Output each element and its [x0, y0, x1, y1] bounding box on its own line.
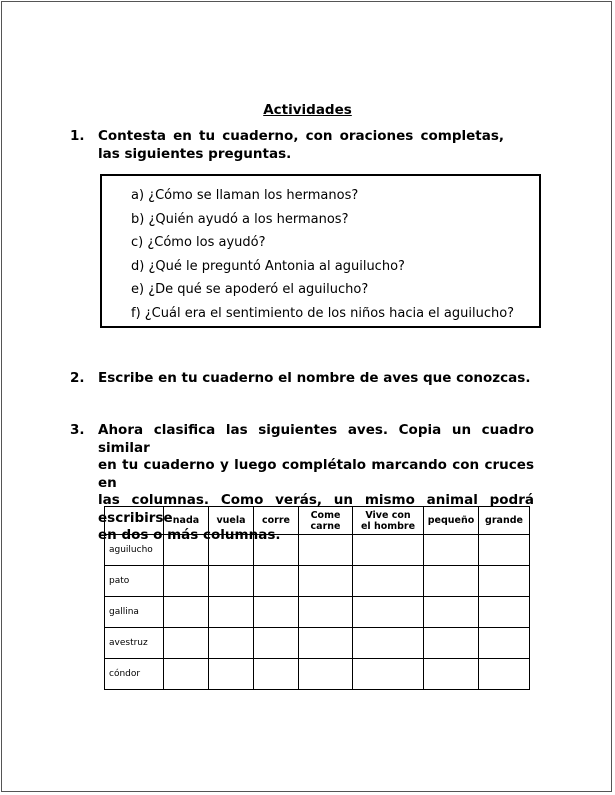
subquestion-c: c) ¿Cómo los ayudó?: [131, 235, 266, 250]
column-header: Come carne: [299, 507, 353, 535]
table-cell: [164, 628, 209, 659]
table-cell: [479, 628, 530, 659]
question-1-line-2: las siguientes preguntas.: [98, 145, 292, 162]
table-cell: [353, 659, 424, 690]
table-cell: [424, 535, 479, 566]
table-cell: [209, 628, 254, 659]
subquestion-b: b) ¿Quién ayudó a los hermanos?: [131, 211, 349, 227]
table-cell: [254, 628, 299, 659]
table-row: [105, 597, 530, 628]
question-3-number: 3.: [70, 422, 85, 438]
table-row: [105, 535, 530, 566]
row-label: gallina: [105, 597, 164, 628]
table-cell: [209, 659, 254, 690]
column-header: corre: [254, 507, 299, 535]
question-1-text: [98, 128, 504, 163]
column-header: vuela: [209, 507, 254, 535]
table-header-row: [105, 507, 530, 535]
table-cell: [299, 597, 353, 628]
subquestion-f: f) ¿Cuál era el sentimiento de los niños hacia el aguilucho?: [131, 305, 515, 321]
row-label: aguilucho: [105, 535, 164, 566]
question-2-line-1: Escribe en tu cuaderno el nombre de aves que conozcas.: [98, 370, 531, 386]
table-cell: [479, 659, 530, 690]
table-cell: [254, 535, 299, 566]
table-cell: [353, 628, 424, 659]
question-3-line-3: las columnas. Como verás, un mismo animal podrá escribirse: [98, 492, 534, 526]
table-cell: [424, 597, 479, 628]
subquestion-e: e) ¿De qué se apoderó el aguilucho?: [131, 282, 369, 297]
table-cell: [353, 566, 424, 597]
table-cell: [479, 535, 530, 566]
table-cell: [254, 566, 299, 597]
subquestion-list: [131, 184, 514, 325]
bird-classification-table: [104, 506, 530, 690]
column-header: Vive con el hombre: [353, 507, 424, 535]
question-3-line-4: en dos o más columnas.: [98, 527, 281, 543]
question-1-line-1: Contesta en tu cuaderno, con oraciones completas,: [98, 128, 504, 144]
row-label: cóndor: [105, 659, 164, 690]
column-header: pequeño: [424, 507, 479, 535]
table-cell: [424, 659, 479, 690]
table-cell: [299, 659, 353, 690]
table-row: [105, 628, 530, 659]
table-cell: [209, 535, 254, 566]
table-cell: [164, 597, 209, 628]
table-cell: [164, 566, 209, 597]
table-cell: [209, 597, 254, 628]
table-cell: [254, 659, 299, 690]
table-cell: [299, 535, 353, 566]
table-cell: [424, 628, 479, 659]
table-cell: [254, 597, 299, 628]
table-cell: [353, 597, 424, 628]
question-2-number: 2.: [70, 370, 85, 386]
subquestion-d: d) ¿Qué le preguntó Antonia al aguilucho?: [131, 258, 405, 274]
question-3-line-2: en tu cuaderno y luego complétalo marcando con cruces en: [98, 457, 534, 491]
question-1-number: 1.: [70, 128, 85, 144]
subquestion-a: a) ¿Cómo se llaman los hermanos?: [131, 188, 359, 203]
subquestion-box: [100, 174, 541, 328]
table-cell: [299, 566, 353, 597]
table-row: [105, 659, 530, 690]
table-corner-cell: [105, 507, 164, 535]
page-title: Actividades: [263, 102, 352, 118]
table-cell: [164, 535, 209, 566]
table-cell: [353, 535, 424, 566]
table-cell: [164, 659, 209, 690]
table-cell: [479, 566, 530, 597]
column-header: grande: [479, 507, 530, 535]
table-cell: [299, 628, 353, 659]
question-2-text: [98, 370, 538, 388]
question-3-line-1: Ahora clasifica las siguientes aves. Copia un cuadro similar: [98, 422, 534, 456]
table-cell: [479, 597, 530, 628]
row-label: avestruz: [105, 628, 164, 659]
table-cell: [209, 566, 254, 597]
row-label: pato: [105, 566, 164, 597]
table-cell: [424, 566, 479, 597]
column-header: nada: [164, 507, 209, 535]
table-row: [105, 566, 530, 597]
